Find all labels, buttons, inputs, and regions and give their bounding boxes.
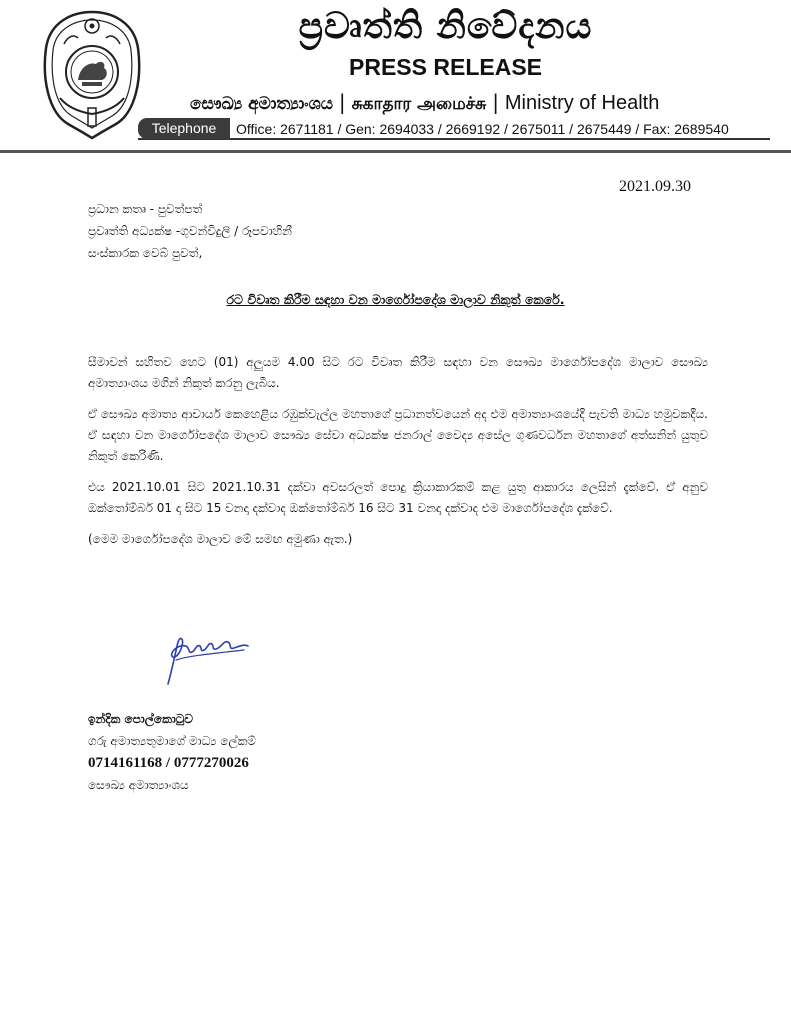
title-sinhala: ප්‍රවෘත්ති නිවේදනය (298, 6, 593, 47)
ministry-sinhala: සෞඛ්‍ය අමාත්‍යාංශය (190, 94, 333, 114)
header-divider (0, 150, 791, 153)
signatory-title: ගරු අමාත්‍යතුමාගේ මාධ්‍ය ලේකම් (88, 734, 256, 748)
body-paragraph: ඒ සෞඛ්‍ය අමාත්‍ය ආචාර්ය කෙහෙළිය රඹුක්වැල්ල මහතාගේ ප්‍රධානත්වයෙන් අද එම අමාත්‍යාංශයේදී පැවති මාධ්‍ය හමුවකදීය. ඒ සඳහා වන මාර්ගෝපදේශ මාලාව සෞඛ්‍ය සේවා අධ්‍යක්ෂ ජනරාල් වෛද්‍ය අසේල ගුණවර්ධන මහතාගේ අත්සනින් යුතුව නිකුත් කෙරිණි. (88, 407, 708, 463)
signatory-office: සෞඛ්‍ය අමාත්‍යාංශය (88, 778, 189, 792)
body-paragraph: සීමාවන් සහිතව හෙට (01) අලුයම 4.00 සිට රට විවෘත කිරීම සඳහා වන සෞඛ්‍ය මාර්ගෝපදේශ මාලාව සෞඛ්‍ය අමාත්‍යාංශය මගින් නිකුත් කරනු ලැබීය. (88, 355, 708, 390)
signature-icon (148, 620, 258, 692)
telephone-label: Telephone (138, 118, 230, 139)
document-date: 2021.09.30 (619, 178, 691, 195)
ministry-tamil: சுகாதார அமைச்சு (351, 94, 487, 114)
document-body (88, 352, 708, 560)
title-english: PRESS RELEASE (349, 54, 542, 80)
signatory-phone: 0714161168 / 0777270026 (88, 755, 249, 771)
addressee-line: ප්‍රවෘත්ති අධ්‍යක්ෂ -ගුවන්විදුලි / රූපවාහිනී (88, 224, 292, 238)
separator: | (492, 90, 499, 114)
telephone-bar (138, 118, 770, 140)
ministry-line (190, 90, 659, 116)
addressee-list (88, 198, 292, 264)
telephone-numbers: Office: 2671181 / Gen: 2694033 / 2669192 / 2675011 / 2675449 / Fax: 2689540 (236, 121, 729, 137)
body-paragraph: (මෙම මාර්ගෝපදේශ මාලාව මේ සමඟ අමුණා ඇත.) (88, 532, 353, 546)
subject-heading: රට විවෘත කිරීම සඳහා වන මාර්ගෝපදේශ මාලාව නිකුත් කෙරේ. (226, 292, 565, 307)
signatory-block (88, 708, 256, 796)
signatory-name: ඉන්දික පොල්කොටුව (88, 712, 194, 726)
separator: | (338, 90, 346, 114)
addressee-line: ප්‍රධාන කතෘ - පුවත්පත් (88, 202, 203, 216)
addressee-line: සංස්කාරක වෙබ් පුවත්, (88, 246, 203, 260)
ministry-english: Ministry of Health (504, 92, 660, 114)
body-paragraph: එය 2021.10.01 සිට 2021.10.31 දක්වා අවසරලත් පොදු ක්‍රියාකාරකම් කළ යුතු ආකාරය ලෙසින් දැක්වේ. ඒ අනුව ඔක්තෝම්බර් 01 දා සිට 15 වනදා දක්වාද ඔක්තෝම්බර් 16 සිට 31 වනදා දක්වාද එම මාර්ගෝපදේශ දැක්වේ. (88, 480, 708, 515)
